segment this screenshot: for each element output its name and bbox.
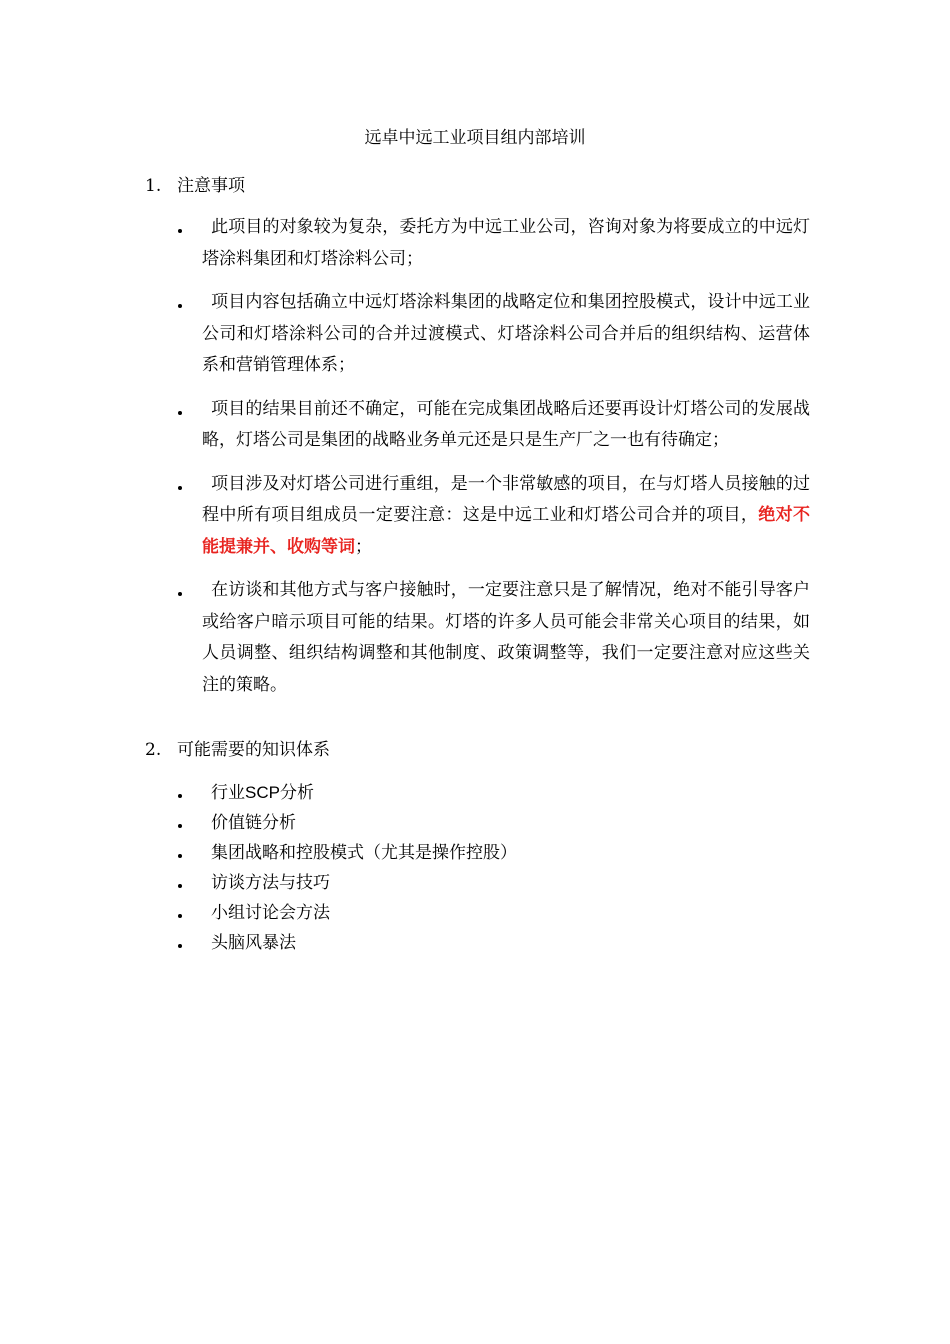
list-item-text: 集团战略和控股模式（尤其是操作控股） bbox=[211, 843, 517, 863]
section-number: 2. bbox=[145, 740, 162, 760]
list-item bbox=[145, 838, 825, 868]
bullet-icon bbox=[178, 229, 182, 233]
bullet-icon bbox=[178, 824, 182, 828]
section-number: 1. bbox=[145, 176, 162, 196]
bullet-icon bbox=[178, 304, 182, 308]
list-item bbox=[145, 394, 810, 457]
bullet-icon bbox=[178, 884, 182, 888]
list-item bbox=[145, 928, 825, 958]
document-title: 远卓中远工业项目组内部培训 bbox=[364, 128, 586, 148]
bullet-icon bbox=[178, 486, 182, 490]
bullet-icon bbox=[178, 944, 182, 948]
bullet-icon bbox=[178, 411, 182, 415]
list-item-suffix: 分析 bbox=[279, 783, 314, 803]
list-item bbox=[145, 898, 825, 928]
bullet-icon bbox=[178, 914, 182, 918]
list-item bbox=[145, 469, 810, 564]
list-item-text: 访谈方法与技巧 bbox=[211, 873, 330, 893]
knowledge-list bbox=[145, 778, 825, 958]
list-item bbox=[145, 868, 825, 898]
list-item-text: 项目内容包括确立中远灯塔涂料集团的战略定位和集团控股模式，设计中远工业公司和灯塔涂料公司的合并过渡模式、灯塔涂料公司合并后的组织结构、运营体系和营销管理体系； bbox=[202, 292, 810, 375]
warning-text: 绝对不能提兼并、收购等词 bbox=[202, 505, 810, 557]
list-item bbox=[145, 287, 810, 382]
list-item-latin: SCP bbox=[245, 783, 280, 802]
section-title: 可能需要的知识体系 bbox=[177, 740, 330, 760]
list-item bbox=[145, 808, 825, 838]
section-heading bbox=[145, 172, 825, 200]
bullet-icon bbox=[178, 794, 182, 798]
section-heading bbox=[145, 736, 825, 764]
section-knowledge bbox=[145, 736, 825, 958]
bullet-icon bbox=[178, 854, 182, 858]
list-item bbox=[145, 778, 825, 808]
list-item bbox=[145, 575, 810, 701]
list-item-text: 价值链分析 bbox=[211, 813, 296, 833]
list-item-text-end: ； bbox=[355, 536, 372, 557]
section-notes bbox=[145, 172, 825, 701]
list-item-text: 在访谈和其他方式与客户接触时，一定要注意只是了解情况，绝对不能引导客户或给客户暗示项目可能的结果。灯塔的许多人员可能会非常关心项目的结果，如人员调整、组织结构调整和其他制度、政策调整等，我们一定要注意对应这些关注的策略。 bbox=[202, 580, 810, 695]
list-item-text: 头脑风暴法 bbox=[211, 933, 296, 953]
list-item-text: 小组讨论会方法 bbox=[211, 903, 330, 923]
list-item-text: 此项目的对象较为复杂，委托方为中远工业公司，咨询对象为将要成立的中远灯塔涂料集团和灯塔涂料公司； bbox=[202, 217, 810, 269]
notes-list bbox=[145, 212, 825, 701]
list-item-prefix: 行业 bbox=[211, 783, 245, 803]
bullet-icon bbox=[178, 592, 182, 596]
list-item bbox=[145, 212, 810, 275]
section-title: 注意事项 bbox=[177, 176, 245, 196]
list-item-text: 项目涉及对灯塔公司进行重组，是一个非常敏感的项目，在与灯塔人员接触的过程中所有项目组成员一定要注意：这是中远工业和灯塔公司合并的项目， bbox=[202, 473, 810, 525]
list-item-text: 项目的结果目前还不确定，可能在完成集团战略后还要再设计灯塔公司的发展战略，灯塔公司是集团的战略业务单元还是只是生产厂之一也有待确定； bbox=[202, 398, 810, 450]
